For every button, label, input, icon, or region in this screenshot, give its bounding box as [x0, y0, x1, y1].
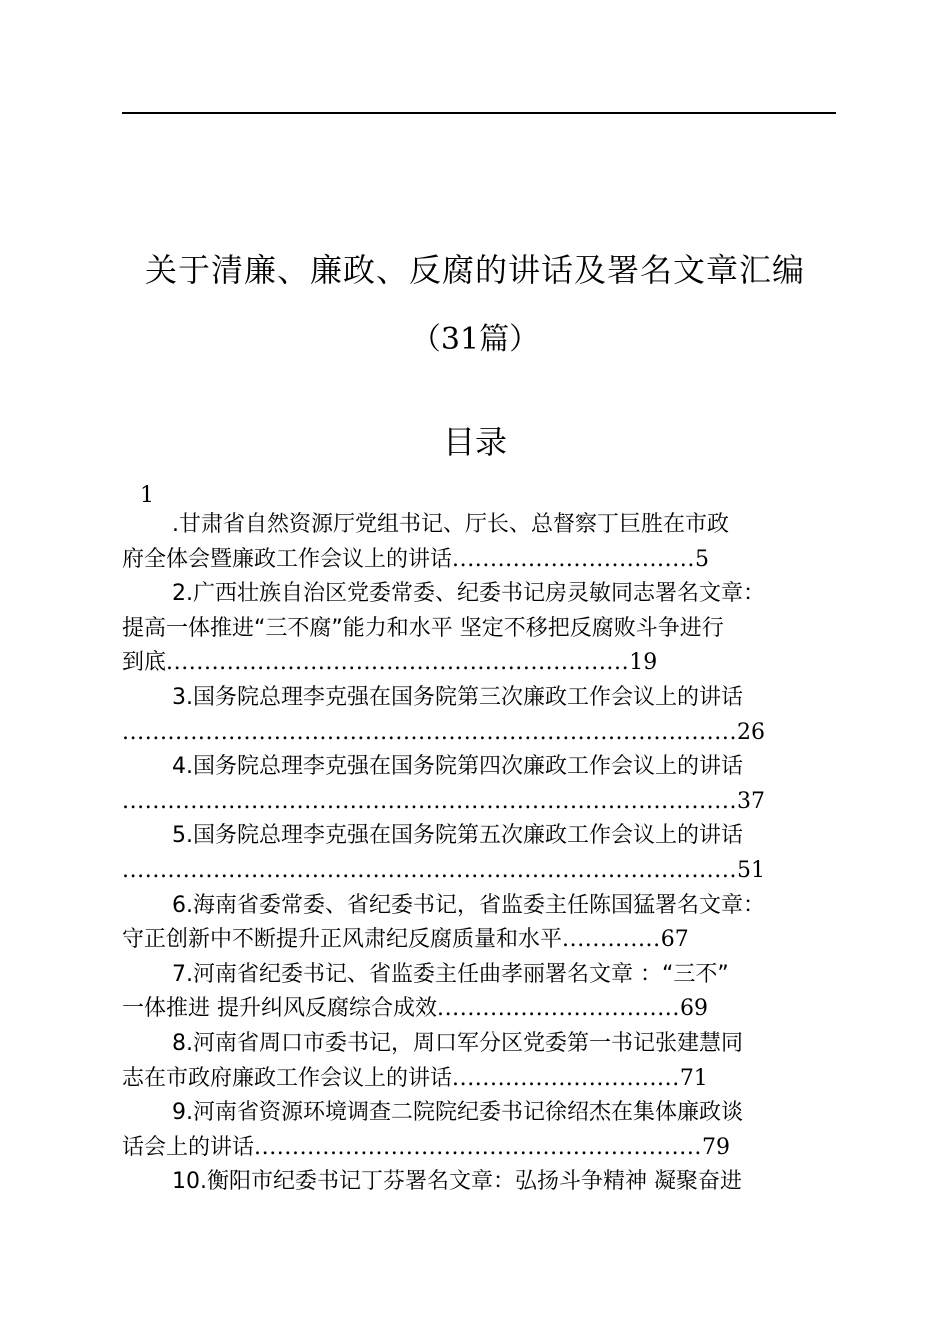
toc-entry-9[interactable]	[122, 1096, 838, 1165]
toc-entry-7[interactable]	[122, 958, 838, 1027]
toc-entry-8[interactable]	[122, 1027, 838, 1096]
toc-entry-2[interactable]	[122, 577, 838, 681]
toc-entry-text: 8.河南省周口市委书记，周口军分区党委第一书记张建慧同	[172, 1030, 743, 1056]
toc-page-number: 37	[737, 788, 766, 814]
toc-entry-text: 守正创新中不断提升正风肃纪反腐质量和水平	[122, 927, 563, 953]
toc-entry-text: 4.国务院总理李克强在国务院第四次廉政工作会议上的讲话	[172, 754, 743, 780]
toc-entry-4[interactable]	[122, 750, 838, 819]
header-rule	[122, 112, 836, 114]
toc-entry-text: 5.国务院总理李克强在国务院第五次廉政工作会议上的讲话	[172, 823, 743, 849]
toc-entry-text: 一体推进 提升纠风反腐综合成效	[122, 996, 437, 1022]
top-page-number: 1	[140, 483, 154, 508]
toc-leader-dots: .................................................................................	[122, 788, 738, 814]
toc-entry-text: 6.海南省委常委、省纪委书记，省监委主任陈国猛署名文章：	[172, 892, 765, 918]
toc-leader-dots: .................................................................................	[122, 857, 738, 883]
toc-page-number: 67	[660, 927, 689, 953]
toc-leader-dots: .............................................................	[166, 650, 630, 676]
toc-entry-text: 3.国务院总理李克强在国务院第三次廉政工作会议上的讲话	[172, 684, 743, 710]
toc-entry-text: 提高一体推进“三不腐”能力和水平 坚定不移把反腐败斗争进行	[122, 615, 724, 641]
toc-page-number: 51	[737, 857, 766, 883]
toc-entry-5[interactable]	[122, 819, 838, 888]
toc-leader-dots: .................................................................................	[122, 719, 738, 745]
toc-entry-1[interactable]	[122, 508, 838, 577]
subtitle-count: 31	[440, 322, 480, 357]
toc-entry-text: 到底	[122, 650, 167, 676]
toc-page-number: 19	[629, 650, 658, 676]
toc-entry-text: 9.河南省资源环境调查二院院纪委书记徐绍杰在集体廉政谈	[172, 1100, 743, 1126]
toc-entry-text: .甘肃省自然资源厅党组书记、厅长、总督察丁巨胜在市政	[172, 512, 729, 537]
toc-entry-3[interactable]	[122, 681, 838, 750]
toc-leader-dots: .............	[562, 927, 661, 953]
toc-leader-dots: ................................	[452, 546, 695, 572]
toc-page-number: 79	[702, 1134, 731, 1160]
toc-entry-text: 府全体会暨廉政工作会议上的讲话	[122, 546, 453, 572]
toc-entry-text: 话会上的讲话	[122, 1134, 255, 1160]
toc-entry-10[interactable]	[122, 1165, 838, 1200]
subtitle-unit: 篇）	[479, 322, 540, 357]
toc-leader-dots: ................................	[437, 996, 680, 1022]
document-subtitle	[0, 318, 950, 362]
toc-entry-text: 7.河南省纪委书记、省监委主任曲孝丽署名文章 ：“三不”	[172, 961, 729, 987]
toc-page-number: 71	[679, 1065, 708, 1091]
subtitle-open: （	[410, 322, 441, 357]
toc-leader-dots: ..............................	[452, 1065, 680, 1091]
toc-page-number: 26	[737, 719, 766, 745]
document-title: 关于清廉、廉政、反腐的讲话及署名文章汇编	[144, 251, 805, 289]
toc-entry-6[interactable]	[122, 889, 838, 958]
toc-page-number: 69	[679, 996, 708, 1022]
toc-entry-text: 10.衡阳市纪委书记丁芬署名文章：弘扬斗争精神 凝聚奋进	[172, 1169, 742, 1195]
toc-page-number: 5	[695, 546, 709, 572]
table-of-contents	[122, 508, 838, 1200]
toc-entry-text: 2.广西壮族自治区党委常委、纪委书记房灵敏同志署名文章：	[172, 581, 765, 607]
toc-entry-text: 志在市政府廉政工作会议上的讲话	[122, 1065, 453, 1091]
toc-leader-dots: ...........................................................	[254, 1134, 703, 1160]
toc-heading: 目录	[442, 423, 507, 461]
